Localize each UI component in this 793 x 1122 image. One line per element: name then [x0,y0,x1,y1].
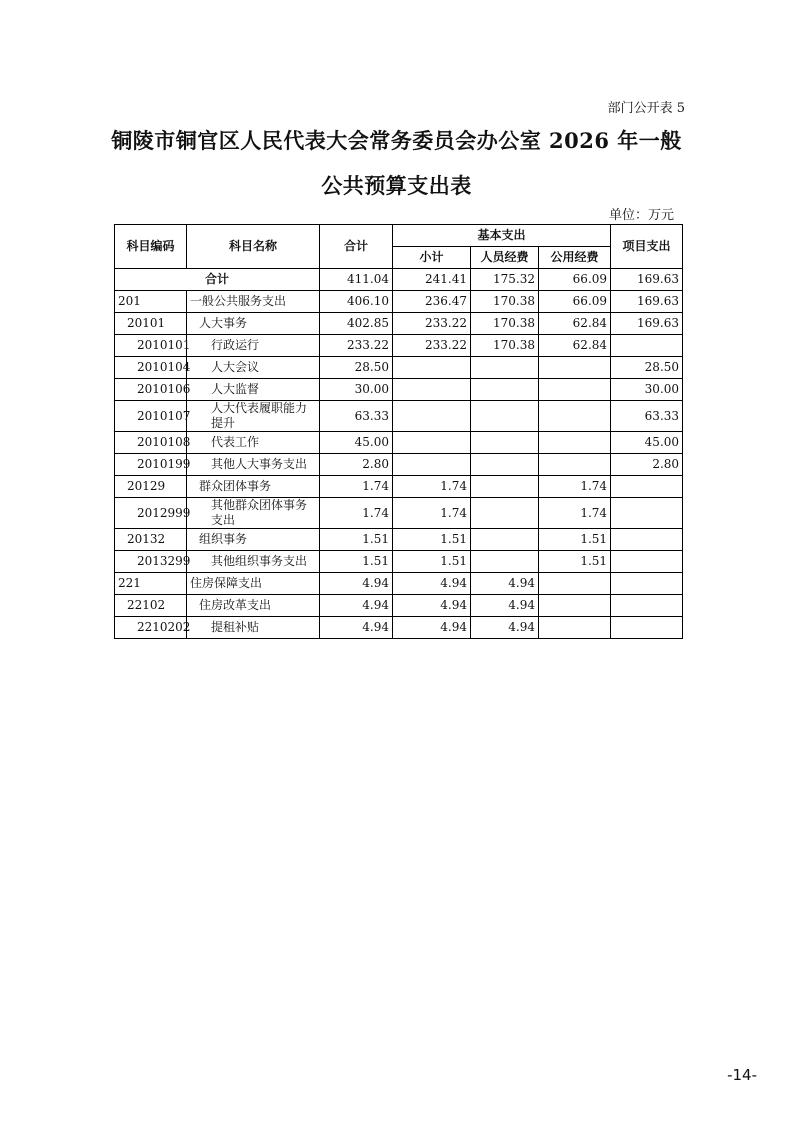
row-code: 20132 [115,529,187,551]
row-code: 2010107 [115,401,187,432]
row-personnel [471,432,539,454]
row-code: 22102 [115,595,187,617]
table-row [115,357,683,379]
total-subtotal: 241.41 [393,269,471,291]
row-subtotal: 4.94 [393,617,471,639]
row-name: 人大会议 [187,357,320,379]
table-body [115,269,683,639]
row-name: 住房保障支出 [187,573,320,595]
row-subtotal [393,357,471,379]
row-name: 住房改革支出 [187,595,320,617]
row-total: 1.74 [320,476,393,498]
row-subtotal: 233.22 [393,313,471,335]
table-row [115,379,683,401]
row-personnel [471,551,539,573]
row-name: 其他组织事务支出 [187,551,320,573]
page-title-line2: 公共预算支出表 [321,173,472,198]
row-public [539,379,611,401]
row-subtotal: 4.94 [393,573,471,595]
row-code: 2010104 [115,357,187,379]
row-project [611,551,683,573]
page-number: -14- [727,1066,757,1084]
row-project: 45.00 [611,432,683,454]
row-code: 2012999 [115,498,187,529]
row-subtotal: 1.74 [393,498,471,529]
row-project: 169.63 [611,291,683,313]
row-public: 1.74 [539,498,611,529]
row-total: 4.94 [320,573,393,595]
row-subtotal [393,401,471,432]
row-subtotal [393,432,471,454]
row-code: 2010106 [115,379,187,401]
table-row [115,401,683,432]
row-personnel: 4.94 [471,595,539,617]
row-project: 169.63 [611,313,683,335]
row-name: 群众团体事务 [187,476,320,498]
row-project [611,498,683,529]
row-personnel: 170.38 [471,313,539,335]
table-row [115,432,683,454]
row-name: 一般公共服务支出 [187,291,320,313]
row-project [611,476,683,498]
row-total: 406.10 [320,291,393,313]
row-code: 20101 [115,313,187,335]
row-public: 1.51 [539,551,611,573]
row-subtotal: 1.74 [393,476,471,498]
table-row [115,595,683,617]
budget-expenditure-table [114,224,683,639]
row-project [611,573,683,595]
row-project [611,529,683,551]
row-code: 221 [115,573,187,595]
header-code: 科目编码 [115,225,187,269]
row-personnel: 170.38 [471,335,539,357]
row-total: 45.00 [320,432,393,454]
row-project: 28.50 [611,357,683,379]
row-subtotal [393,454,471,476]
table-row [115,498,683,529]
page-title-line1: 铜陵市铜官区人民代表大会常务委员会办公室 2026 年一般 [111,128,682,153]
table-number: 部门公开表 5 [607,101,685,116]
total-public: 66.09 [539,269,611,291]
unit-label: 单位：万元 [608,208,674,223]
row-code: 2010199 [115,454,187,476]
row-total: 28.50 [320,357,393,379]
row-name: 行政运行 [187,335,320,357]
row-name: 组织事务 [187,529,320,551]
row-project: 30.00 [611,379,683,401]
row-personnel [471,498,539,529]
row-personnel [471,379,539,401]
row-code: 2013299 [115,551,187,573]
row-total: 1.51 [320,529,393,551]
row-subtotal: 1.51 [393,529,471,551]
row-personnel [471,476,539,498]
row-project [611,595,683,617]
row-public [539,595,611,617]
row-project [611,335,683,357]
row-name: 人大事务 [187,313,320,335]
row-personnel [471,357,539,379]
row-code: 2010108 [115,432,187,454]
row-project: 63.33 [611,401,683,432]
total-label: 合计 [115,269,320,291]
table-row [115,454,683,476]
row-total: 1.51 [320,551,393,573]
row-subtotal: 233.22 [393,335,471,357]
total-row [115,269,683,291]
row-subtotal: 4.94 [393,595,471,617]
header-total: 合计 [320,225,393,269]
row-code: 2010101 [115,335,187,357]
total-personnel: 175.32 [471,269,539,291]
row-public: 1.51 [539,529,611,551]
total-project: 169.63 [611,269,683,291]
row-subtotal [393,379,471,401]
row-total: 63.33 [320,401,393,432]
row-public [539,432,611,454]
header-project: 项目支出 [611,225,683,269]
table-row [115,291,683,313]
table-row [115,313,683,335]
row-personnel [471,401,539,432]
row-code: 20129 [115,476,187,498]
row-code: 201 [115,291,187,313]
row-name: 人大监督 [187,379,320,401]
total-total: 411.04 [320,269,393,291]
row-public: 62.84 [539,335,611,357]
row-public: 66.09 [539,291,611,313]
table-row [115,617,683,639]
row-subtotal: 1.51 [393,551,471,573]
table-row [115,551,683,573]
row-name: 人大代表履职能力提升 [187,401,320,432]
row-personnel: 4.94 [471,573,539,595]
header-subtotal: 小计 [393,247,471,269]
row-name: 其他群众团体事务支出 [187,498,320,529]
row-total: 1.74 [320,498,393,529]
row-project [611,617,683,639]
header-name: 科目名称 [187,225,320,269]
row-total: 4.94 [320,617,393,639]
header-public: 公用经费 [539,247,611,269]
row-name: 其他人大事务支出 [187,454,320,476]
header-personnel: 人员经费 [471,247,539,269]
row-total: 4.94 [320,595,393,617]
row-personnel: 170.38 [471,291,539,313]
table-row [115,529,683,551]
row-name: 代表工作 [187,432,320,454]
row-name: 提租补贴 [187,617,320,639]
row-public [539,573,611,595]
row-project: 2.80 [611,454,683,476]
row-public: 1.74 [539,476,611,498]
row-subtotal: 236.47 [393,291,471,313]
table-row [115,476,683,498]
row-personnel [471,454,539,476]
row-total: 402.85 [320,313,393,335]
row-code: 2210202 [115,617,187,639]
row-total: 2.80 [320,454,393,476]
row-public: 62.84 [539,313,611,335]
header-basic: 基本支出 [393,225,611,247]
row-public [539,357,611,379]
row-public [539,454,611,476]
table-row [115,335,683,357]
row-public [539,401,611,432]
row-total: 30.00 [320,379,393,401]
row-personnel [471,529,539,551]
row-personnel: 4.94 [471,617,539,639]
row-total: 233.22 [320,335,393,357]
row-public [539,617,611,639]
table-row [115,573,683,595]
